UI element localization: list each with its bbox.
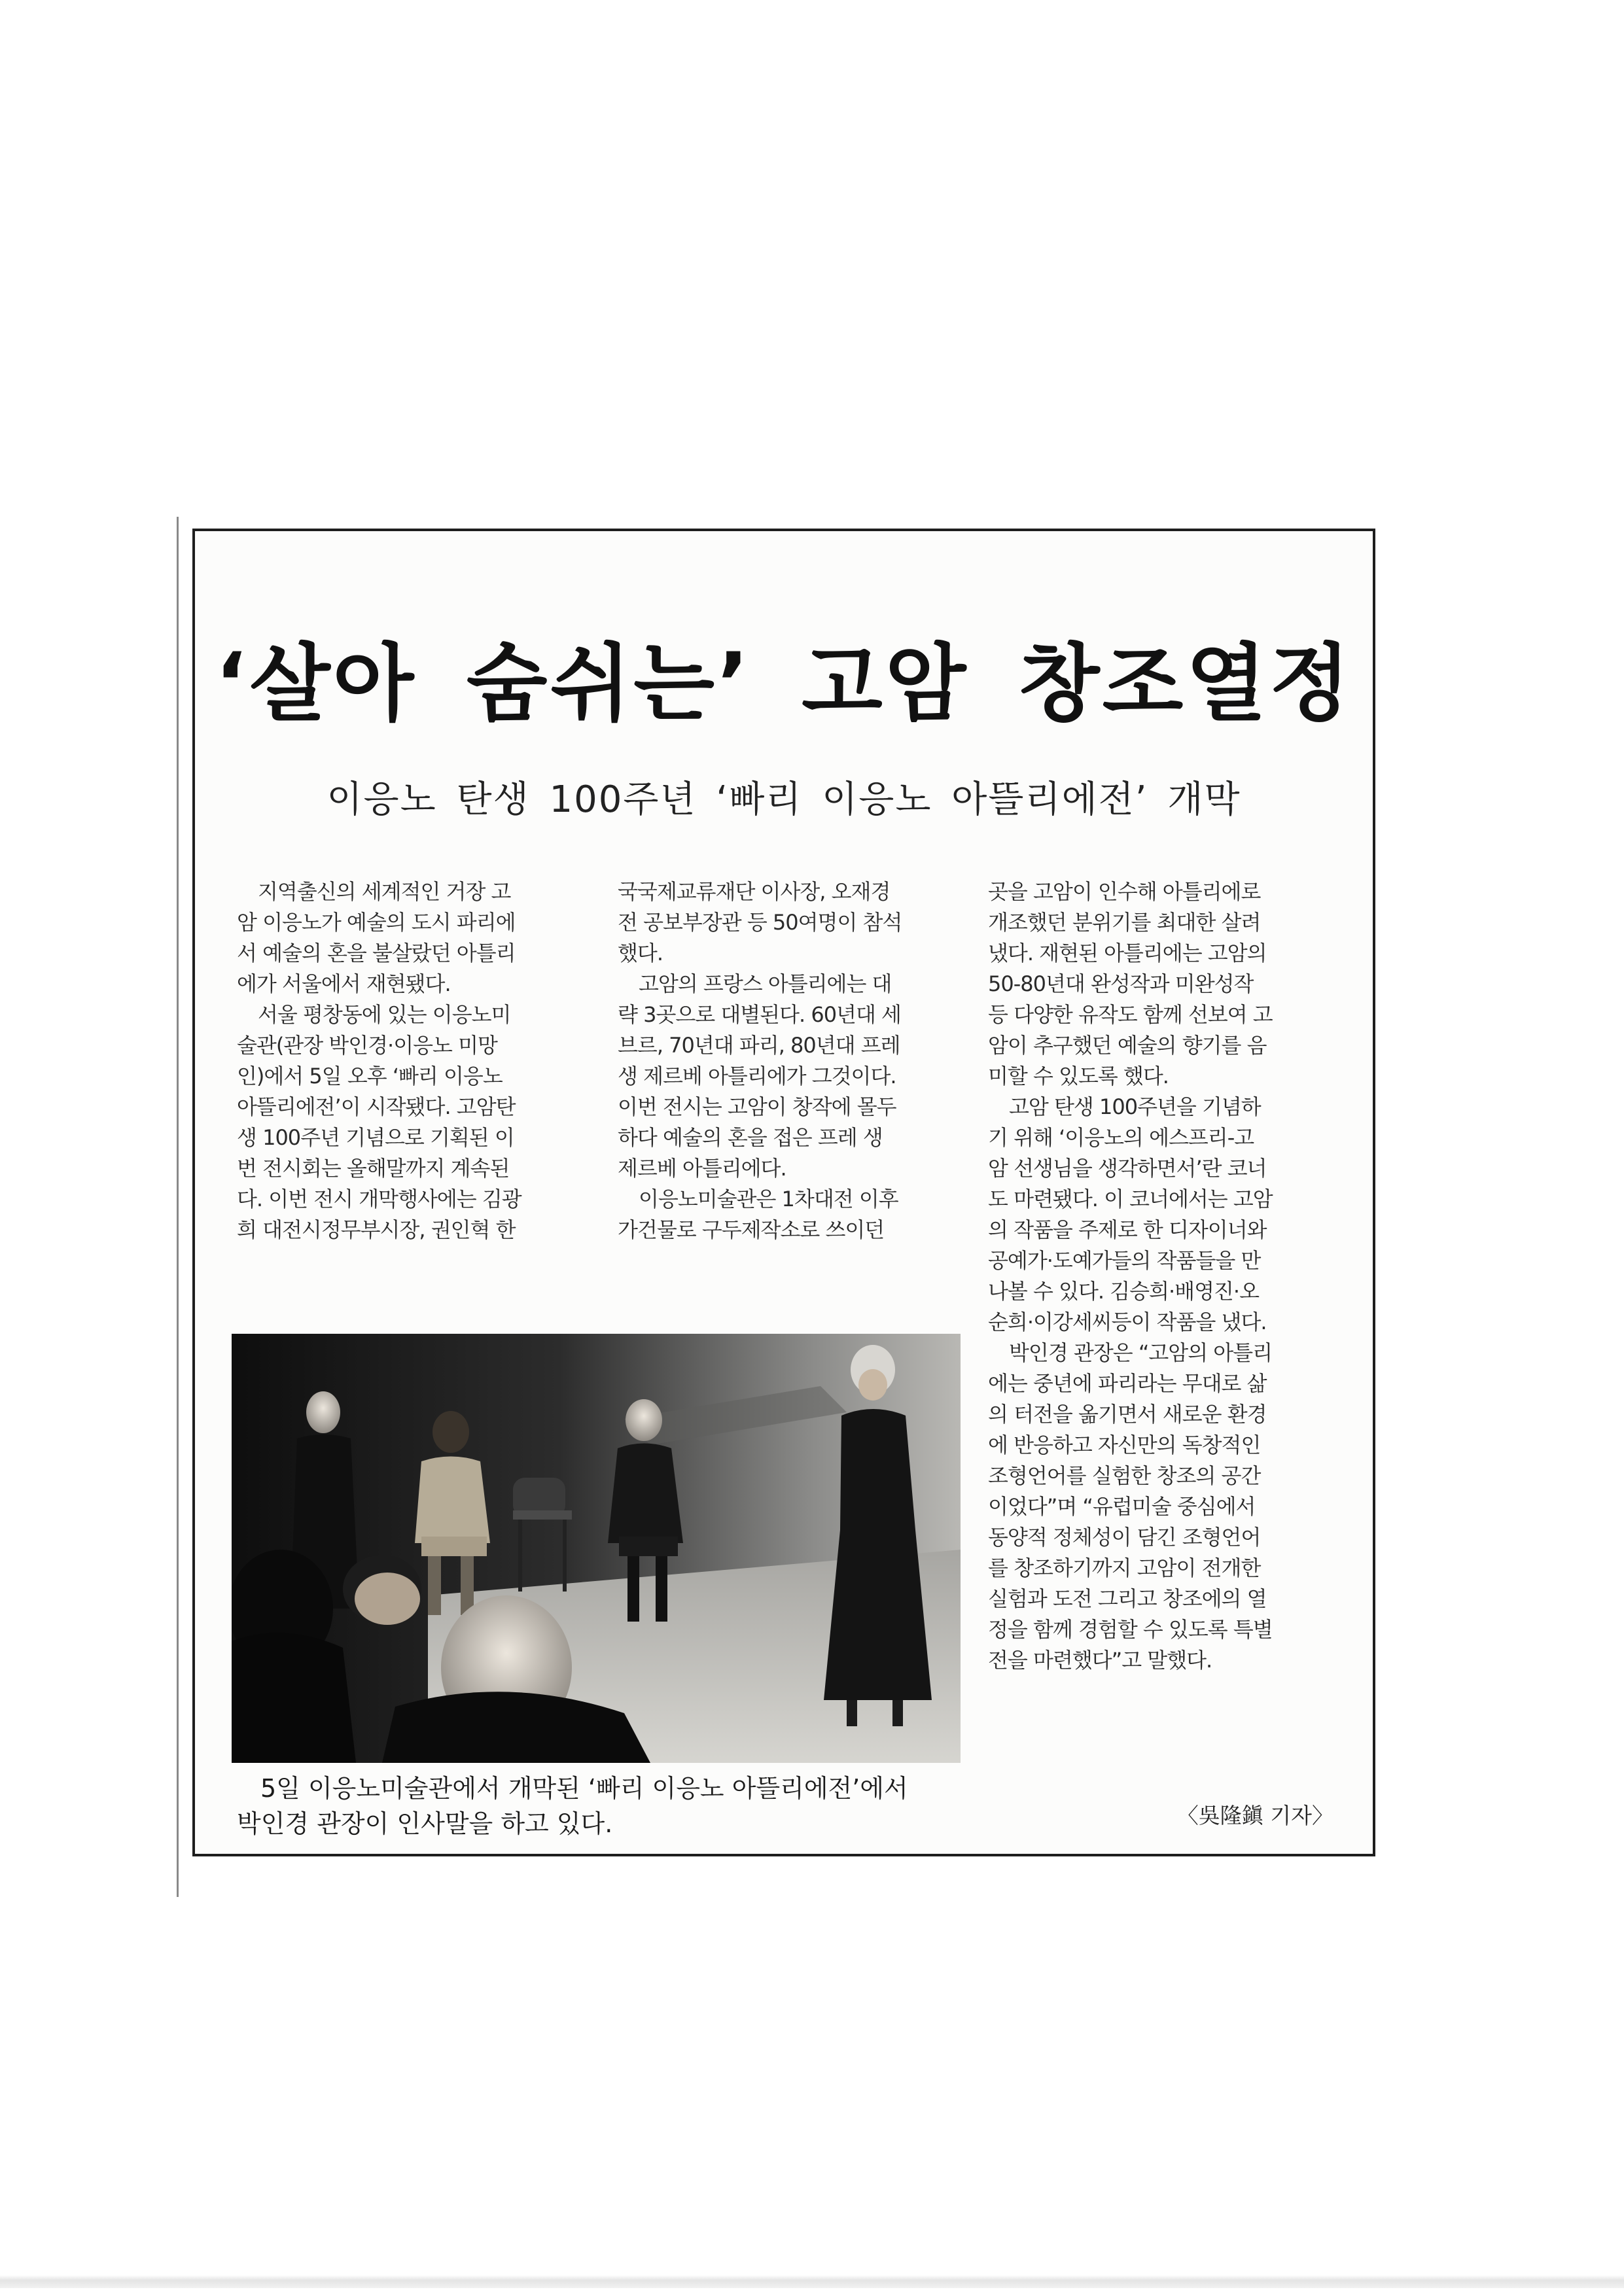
article-line: 하다 예술의 혼을 접은 프레 생 <box>618 1125 883 1150</box>
article-line: 번 전시회는 올해말까지 계속된 <box>237 1156 510 1181</box>
article-line: 곳을 고암이 인수해 아틀리에로 <box>988 879 1261 904</box>
article-line: 의 작품을 주제로 한 디자이너와 <box>988 1217 1267 1242</box>
newspaper-clipping <box>192 529 1375 1856</box>
photo-caption <box>237 1771 963 1841</box>
article-line: 술관(관장 박인경·이응노 미망 <box>237 1033 497 1058</box>
reporter-byline: 〈吳隆鎭 기자〉 <box>1176 1803 1333 1828</box>
article-line: 조형언어를 실험한 창조의 공간 <box>988 1463 1261 1488</box>
article-line: 50-80년대 완성작과 미완성작 <box>988 971 1254 996</box>
article-line: 이었다”며 “유럽미술 중심에서 <box>988 1494 1256 1519</box>
article-line: 도 마련됐다. 이 코너에서는 고암 <box>988 1187 1273 1211</box>
article-line: 지역출신의 세계적인 거장 고 <box>258 879 511 904</box>
article-column-3 <box>988 877 1341 1676</box>
scan-edge-line <box>177 517 179 1897</box>
article-line: 공예가·도예가들의 작품들을 만 <box>988 1248 1261 1273</box>
caption-line-1: 5일 이응노미술관에서 개막된 ‘빠리 이응노 아뜰리에전’에서 <box>260 1774 908 1803</box>
photo-illustration <box>232 1334 961 1763</box>
subheadline: 이응노 탄생 100주년 ‘빠리 이응노 아뜰리에전’ 개막 <box>327 778 1241 821</box>
article-line: 미할 수 있도록 했다. <box>988 1064 1169 1088</box>
scan-bottom-shadow <box>0 2275 1624 2288</box>
headline: ‘살아 숨쉬는’ 고암 창조열정 <box>215 635 1353 733</box>
article-line: 에 반응하고 자신만의 독창적인 <box>988 1433 1261 1457</box>
article-line: 기 위해 ‘이응노의 에스프리-고 <box>988 1125 1254 1150</box>
article-line: 략 3곳으로 대별된다. 60년대 세 <box>618 1002 901 1027</box>
article-line: 고암 탄생 100주년을 기념하 <box>1009 1094 1261 1119</box>
article-line: 에는 중년에 파리라는 무대로 삶 <box>988 1371 1267 1396</box>
caption-line-2: 박인경 관장이 인사말을 하고 있다. <box>237 1809 613 1838</box>
article-line: 동양적 정체성이 담긴 조형언어 <box>988 1525 1261 1550</box>
article-line: 서 예술의 혼을 불살랐던 아틀리 <box>237 941 516 965</box>
article-line: 나볼 수 있다. 김승희·배영진·오 <box>988 1279 1259 1304</box>
article-line: 냈다. 재현된 아틀리에는 고암의 <box>988 941 1267 965</box>
article-line: 고암의 프랑스 아틀리에는 대 <box>639 971 892 996</box>
article-line: 브르, 70년대 파리, 80년대 프레 <box>618 1033 900 1058</box>
article-line: 정을 함께 경험할 수 있도록 특별 <box>988 1617 1273 1642</box>
article-line: 인)에서 5일 오후 ‘빠리 이응노 <box>237 1064 503 1088</box>
article-column-1 <box>237 877 577 1245</box>
article-line: 생 제르베 아틀리에가 그것이다. <box>618 1064 896 1088</box>
article-line: 국국제교류재단 이사장, 오재경 <box>618 879 891 904</box>
article-line: 서울 평창동에 있는 이응노미 <box>258 1002 511 1027</box>
article-line: 등 다양한 유작도 함께 선보여 고 <box>988 1002 1273 1027</box>
article-line: 했다. <box>618 941 663 965</box>
article-line: 순희·이강세씨등이 작품을 냈다. <box>988 1310 1267 1334</box>
article-line: 개조했던 분위기를 최대한 살려 <box>988 910 1261 935</box>
article-line: 암 이응노가 예술의 도시 파리에 <box>237 910 516 935</box>
article-column-2 <box>618 877 958 1245</box>
article-line: 실험과 도전 그리고 창조에의 열 <box>988 1586 1267 1611</box>
article-line: 다. 이번 전시 개막행사에는 김광 <box>237 1187 521 1211</box>
article-line: 박인경 관장은 “고암의 아틀리 <box>1009 1340 1273 1365</box>
article-line: 이응노미술관은 1차대전 이후 <box>639 1187 898 1211</box>
article-line: 암 선생님을 생각하면서’란 코너 <box>988 1156 1267 1181</box>
article-line: 를 창조하기까지 고암이 전개한 <box>988 1556 1261 1580</box>
article-line: 제르베 아틀리에다. <box>618 1156 786 1181</box>
article-line: 암이 추구했던 예술의 향기를 음 <box>988 1033 1267 1058</box>
article-line: 전 공보부장관 등 50여명이 참석 <box>618 910 902 935</box>
article-line: 생 100주년 기념으로 기획된 이 <box>237 1125 514 1150</box>
article-line: 의 터전을 옮기면서 새로운 환경 <box>988 1402 1267 1427</box>
article-line: 가건물로 구두제작소로 쓰이던 <box>618 1217 885 1242</box>
article-line: 희 대전시정무부시장, 권인혁 한 <box>237 1217 516 1242</box>
article-line: 에가 서울에서 재현됐다. <box>237 971 451 996</box>
news-photo <box>232 1334 961 1763</box>
article-line: 아뜰리에전’이 시작됐다. 고암탄 <box>237 1094 516 1119</box>
article-line: 전을 마련했다”고 말했다. <box>988 1648 1212 1673</box>
article-line: 이번 전시는 고암이 창작에 몰두 <box>618 1094 896 1119</box>
